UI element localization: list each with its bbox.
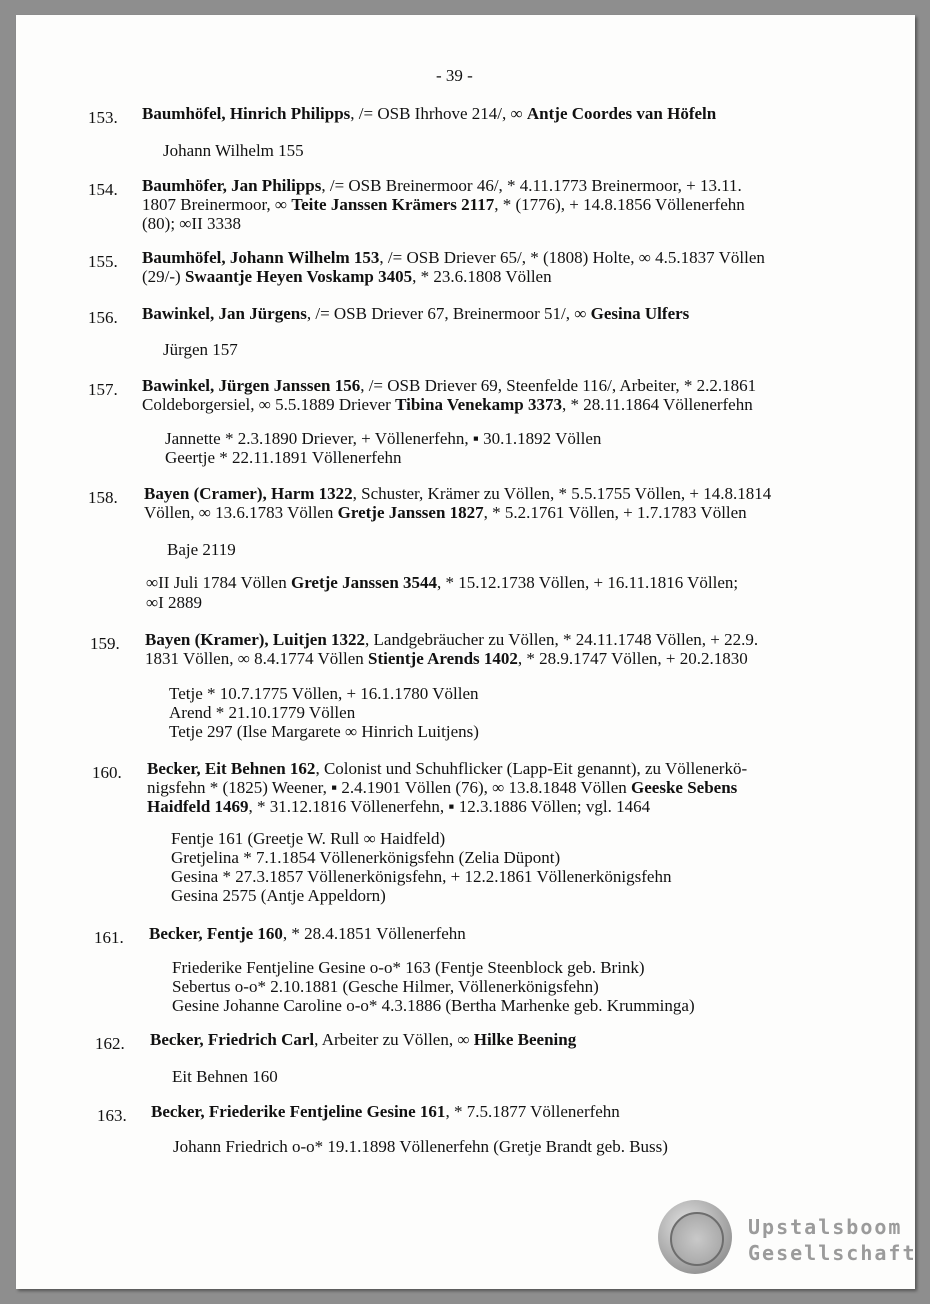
entry-number: 156. <box>88 308 118 327</box>
entry-extra: ∞II Juli 1784 Völlen Gretje Janssen 3544, * 15.12.1738 Völlen, + 16.11.1816 Völlen; <box>146 573 739 592</box>
entry-child: Baje 2119 <box>167 540 236 559</box>
entry-child: Sebertus o-o* 2.10.1881 (Gesche Hilmer, Völlenerkönigsfehn) <box>172 977 599 996</box>
entry-number: 158. <box>88 488 118 507</box>
entry-child: Gesina 2575 (Antje Appeldorn) <box>171 886 386 905</box>
society-name-line2: Gesellschaft <box>748 1241 917 1265</box>
entry-text: Baumhöfer, Jan Philipps, /= OSB Breinermoor 46/, * 4.11.1773 Breinermoor, + 13.11. 1807 Breinermoor, ∞ Teite Janssen Krämers 2117, * (1776), + 14.8.1856 Völlenerfehn (80); ∞II 3338 <box>142 176 745 233</box>
entry-text: Baumhöfel, Johann Wilhelm 153, /= OSB Driever 65/, * (1808) Holte, ∞ 4.5.1837 Völlen (29/-) Swaantje Heyen Voskamp 3405, * 23.6.1808 Völlen <box>142 248 765 286</box>
entry-number: 163. <box>97 1106 127 1125</box>
entry-text: Becker, Fentje 160, * 28.4.1851 Völlenerfehn <box>149 924 466 943</box>
entry-text: Baumhöfel, Hinrich Philipps, /= OSB Ihrhove 214/, ∞ Antje Coordes van Höfeln <box>142 104 717 123</box>
entry-text: Bawinkel, Jan Jürgens, /= OSB Driever 67, Breinermoor 51/, ∞ Gesina Ulfers <box>142 304 690 323</box>
entry-number: 161. <box>94 928 124 947</box>
entry-child: Tetje 297 (Ilse Margarete ∞ Hinrich Luitjens) <box>169 722 479 741</box>
entry-child: Geertje * 22.11.1891 Völlenerfehn <box>165 448 402 467</box>
entry-number: 154. <box>88 180 118 199</box>
entry-number: 159. <box>90 634 120 653</box>
entry-number: 162. <box>95 1034 125 1053</box>
entry-extra: ∞I 2889 <box>146 593 203 612</box>
entry-number: 155. <box>88 252 118 271</box>
entry-child: Johann Friedrich o-o* 19.1.1898 Völlenerfehn (Gretje Brandt geb. Buss) <box>173 1137 668 1156</box>
entry-child: Arend * 21.10.1779 Völlen <box>169 703 356 722</box>
entry-child: Gretjelina * 7.1.1854 Völlenerkönigsfehn (Zelia Düpont) <box>171 848 561 867</box>
entry-child: Jannette * 2.3.1890 Driever, + Völlenerfehn, ▪ 30.1.1892 Völlen <box>165 429 602 448</box>
entry-child: Jürgen 157 <box>163 340 238 359</box>
entry-child: Gesina * 27.3.1857 Völlenerkönigsfehn, + 12.2.1861 Völlenerkönigsfehn <box>171 867 672 886</box>
page-number: - 39 - <box>436 66 473 85</box>
entry-text: Bayen (Cramer), Harm 1322, Schuster, Krämer zu Völlen, * 5.5.1755 Völlen, + 14.8.1814 Völlen, ∞ 13.6.1783 Völlen Gretje Janssen 1827, * 5.2.1761 Völlen, + 1.7.1783 Völlen <box>144 484 772 522</box>
entry-child: Tetje * 10.7.1775 Völlen, + 16.1.1780 Völlen <box>169 684 479 703</box>
entry-child: Eit Behnen 160 <box>172 1067 278 1086</box>
entry-text: Becker, Friederike Fentjeline Gesine 161, * 7.5.1877 Völlenerfehn <box>151 1102 620 1121</box>
entry-text: Bayen (Kramer), Luitjen 1322, Landgebräucher zu Völlen, * 24.11.1748 Völlen, + 22.9. 1831 Völlen, ∞ 8.4.1774 Völlen Stientje Arends 1402, * 28.9.1747 Völlen, + 20.2.1830 <box>145 630 759 668</box>
entry-text: Bawinkel, Jürgen Janssen 156, /= OSB Driever 69, Steenfelde 116/, Arbeiter, * 2.2.1861 Coldeborgersiel, ∞ 5.5.1889 Driever Tibina Venekamp 3373, * 28.11.1864 Völlenerfehn <box>142 376 757 414</box>
entry-child: Gesine Johanne Caroline o-o* 4.3.1886 (Bertha Marhenke geb. Krumminga) <box>172 996 695 1015</box>
entry-number: 157. <box>88 380 118 399</box>
entry-number: 153. <box>88 108 118 127</box>
society-name <box>748 1214 917 1266</box>
entry-number: 160. <box>92 763 122 782</box>
entry-text: Becker, Friedrich Carl, Arbeiter zu Völlen, ∞ Hilke Beening <box>150 1030 577 1049</box>
entry-child: Friederike Fentjeline Gesine o-o* 163 (Fentje Steenblock geb. Brink) <box>172 958 645 977</box>
entry-child: Fentje 161 (Greetje W. Rull ∞ Haidfeld) <box>171 829 446 848</box>
society-name-line1: Upstalsboom <box>748 1215 903 1239</box>
entry-child: Johann Wilhelm 155 <box>163 141 304 160</box>
society-seal-icon <box>658 1200 732 1274</box>
entry-text: Becker, Eit Behnen 162, Colonist und Schuhflicker (Lapp-Eit genannt), zu Völlenerkö- nigsfehn * (1825) Weener, ▪ 2.4.1901 Völlen (76), ∞ 13.8.1848 Völlen Geeske Sebens Haidfeld 1469, * 31.12.1816 Völlenerfehn, ▪ 12.3.1886 Völlen; vgl. 1464 <box>147 759 748 816</box>
